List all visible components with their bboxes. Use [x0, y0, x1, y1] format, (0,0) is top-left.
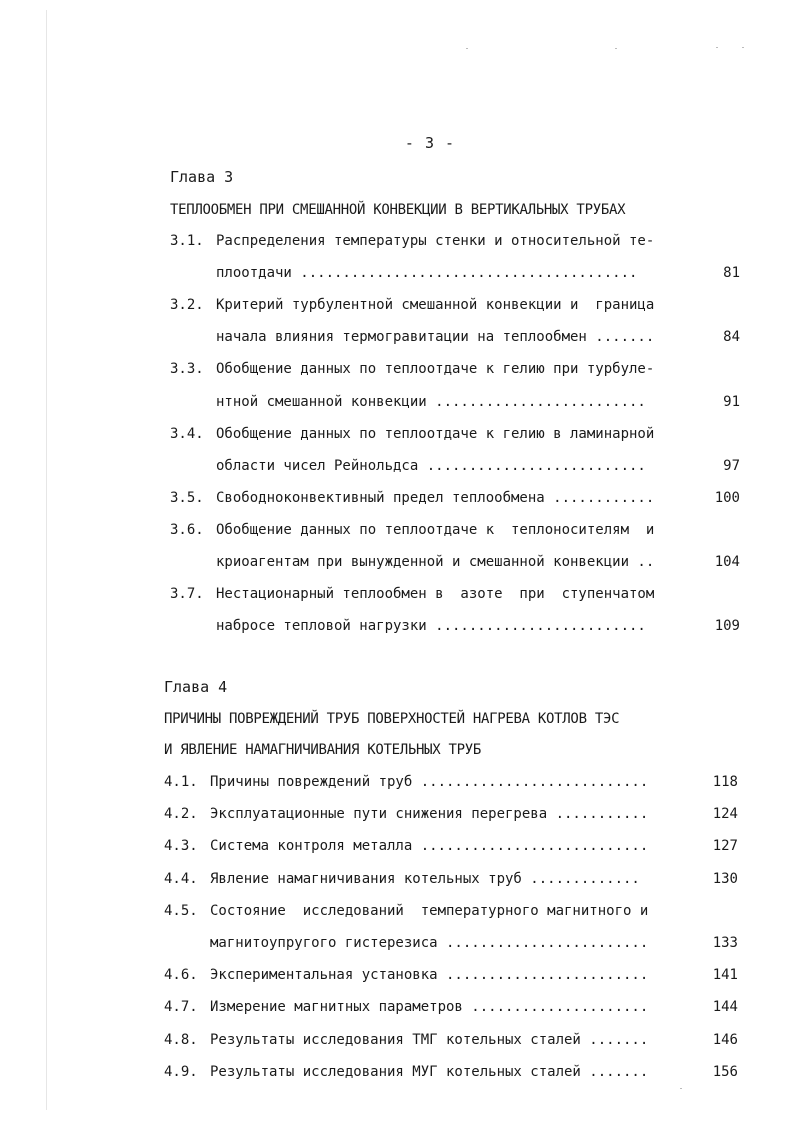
toc-entry-text: Система контроля металла ........................... — [210, 838, 649, 855]
toc-entry-number: 3.1. — [170, 233, 204, 249]
toc-entry-number: 4.8. — [164, 1031, 198, 1048]
chapter-4-label: Глава 4 — [164, 678, 228, 696]
toc-entry-line — [164, 1064, 648, 1080]
toc-entry-number: 3.4. — [170, 425, 204, 442]
toc-entry-line — [170, 426, 654, 442]
toc-entry-text: нтной смешанной конвекции ......................... — [216, 393, 646, 410]
toc-entry-text: Обобщение данных по теплоотдаче к теплоносителям и — [216, 521, 655, 538]
toc-entry-number: 3.7. — [170, 586, 204, 603]
toc-entry-page: 118 — [712, 774, 738, 790]
toc-entry-page: 91 — [723, 393, 740, 410]
toc-entry-number: 3.5. — [170, 489, 204, 506]
toc-entry-text: Критерий турбулентной смешанной конвекции и граница — [216, 297, 655, 314]
toc-entry-page: 156 — [712, 1063, 738, 1080]
scan-speck — [680, 1088, 682, 1089]
toc-entry-line — [170, 329, 654, 345]
toc-entry-text: плоотдачи ........................................ — [216, 265, 638, 282]
toc-entry-page: 146 — [712, 1031, 738, 1048]
toc-entry-text: Эксплуатационные пути снижения перегрева ........... — [210, 806, 649, 823]
toc-entry-line — [170, 265, 637, 281]
toc-entry-line — [164, 871, 640, 887]
toc-entry-text: Экспериментальная установка ........................ — [210, 967, 649, 984]
toc-entry-page: 84 — [723, 329, 740, 346]
toc-entry-line — [170, 297, 654, 313]
toc-entry-number: 4.9. — [164, 1063, 198, 1080]
toc-entry-number: 3.2. — [170, 297, 204, 314]
toc-entry-text: Нестационарный теплообмен в азоте при ступенчатом — [216, 586, 655, 603]
scan-speck — [615, 48, 617, 49]
toc-entry-line — [170, 361, 654, 377]
toc-entry-number: 3.6. — [170, 521, 204, 538]
toc-entry-line — [164, 806, 648, 822]
toc-entry-text: Результаты исследования ТМГ котельных сталей ....... — [210, 1031, 649, 1048]
toc-entry-number: 4.4. — [164, 870, 198, 887]
scan-speck — [742, 47, 744, 48]
toc-entry-number: 4.3. — [164, 838, 198, 855]
toc-entry-page: 144 — [712, 999, 738, 1016]
toc-entry-line — [164, 774, 648, 790]
toc-entry-page: 141 — [712, 967, 738, 984]
toc-entry-text: начала влияния термогравитации на теплообмен ....... — [216, 329, 655, 346]
toc-entry-text: Явление намагничивания котельных труб ............. — [210, 870, 640, 887]
toc-entry-text: области чисел Рейнольдса .......................... — [216, 457, 646, 474]
toc-entry-page: 109 — [714, 618, 740, 635]
toc-entry-line — [170, 233, 654, 249]
toc-entry-text: магнитоупругого гистерезиса ........................ — [210, 935, 649, 951]
toc-entry-number: 4.7. — [164, 999, 198, 1016]
toc-entry-number: 4.2. — [164, 806, 198, 823]
toc-entry-page: 104 — [714, 554, 740, 570]
chapter-3-title: ТЕПЛООБМЕН ПРИ СМЕШАННОЙ КОНВЕКЦИИ В ВЕРТИКАЛЬНЫХ ТРУБАХ — [170, 202, 626, 218]
toc-entry-number: 4.5. — [164, 902, 198, 919]
toc-entry-text: Состояние исследований температурного магнитного и — [210, 902, 649, 919]
toc-entry-text: Обобщение данных по теплоотдаче к гелию при турбуле- — [216, 361, 655, 378]
page-number: - 3 - — [404, 134, 456, 152]
toc-entry-line — [164, 999, 648, 1015]
toc-entry-line — [170, 554, 654, 570]
toc-entry-line — [164, 903, 648, 919]
toc-entry-line — [170, 586, 654, 602]
chapter-3-label: Глава 3 — [170, 168, 234, 186]
toc-entry-number: 3.3. — [170, 361, 204, 378]
toc-entry-text: криоагентам при вынужденной и смешанной конвекции .. — [216, 554, 655, 570]
toc-entry-line — [164, 1032, 648, 1048]
chapter-4-title-line-2: И ЯВЛЕНИЕ НАМАГНИЧИВАНИЯ КОТЕЛЬНЫХ ТРУБ — [164, 742, 482, 758]
toc-entry-number: 4.1. — [164, 774, 198, 790]
toc-entry-text: Распределения температуры стенки и относительной те- — [216, 233, 655, 249]
toc-entry-text: Причины повреждений труб ........................... — [210, 774, 649, 790]
toc-entry-line — [170, 618, 646, 634]
toc-entry-line — [164, 838, 648, 854]
scan-speck — [716, 47, 718, 48]
toc-entry-page: 100 — [714, 489, 740, 506]
toc-entry-line — [164, 967, 648, 983]
toc-entry-page: 81 — [723, 265, 740, 282]
toc-entry-line — [170, 490, 654, 506]
toc-entry-text: Измерение магнитных параметров ..................... — [210, 999, 649, 1016]
toc-entry-line — [170, 522, 654, 538]
toc-entry-text: набросе тепловой нагрузки ......................... — [216, 618, 646, 635]
toc-entry-line — [164, 935, 648, 951]
toc-entry-page: 124 — [712, 806, 738, 823]
scan-speck — [466, 48, 468, 49]
toc-entry-page: 130 — [712, 870, 738, 887]
toc-entry-text: Обобщение данных по теплоотдаче к гелию в ламинарной — [216, 425, 655, 442]
toc-entry-line — [170, 458, 646, 474]
scan-edge-line — [46, 10, 47, 1110]
toc-entry-text: Результаты исследования МУГ котельных сталей ....... — [210, 1063, 649, 1080]
toc-entry-page: 133 — [712, 935, 738, 951]
toc-entry-line — [170, 394, 646, 410]
toc-entry-page: 97 — [723, 457, 740, 474]
toc-entry-text: Свободноконвективный предел теплообмена ............ — [216, 489, 655, 506]
toc-entry-page: 127 — [712, 838, 738, 855]
toc-entry-number: 4.6. — [164, 967, 198, 984]
chapter-4-title-line-1: ПРИЧИНЫ ПОВРЕЖДЕНИЙ ТРУБ ПОВЕРХНОСТЕЙ НАГРЕВА КОТЛОВ ТЭС — [164, 711, 620, 727]
